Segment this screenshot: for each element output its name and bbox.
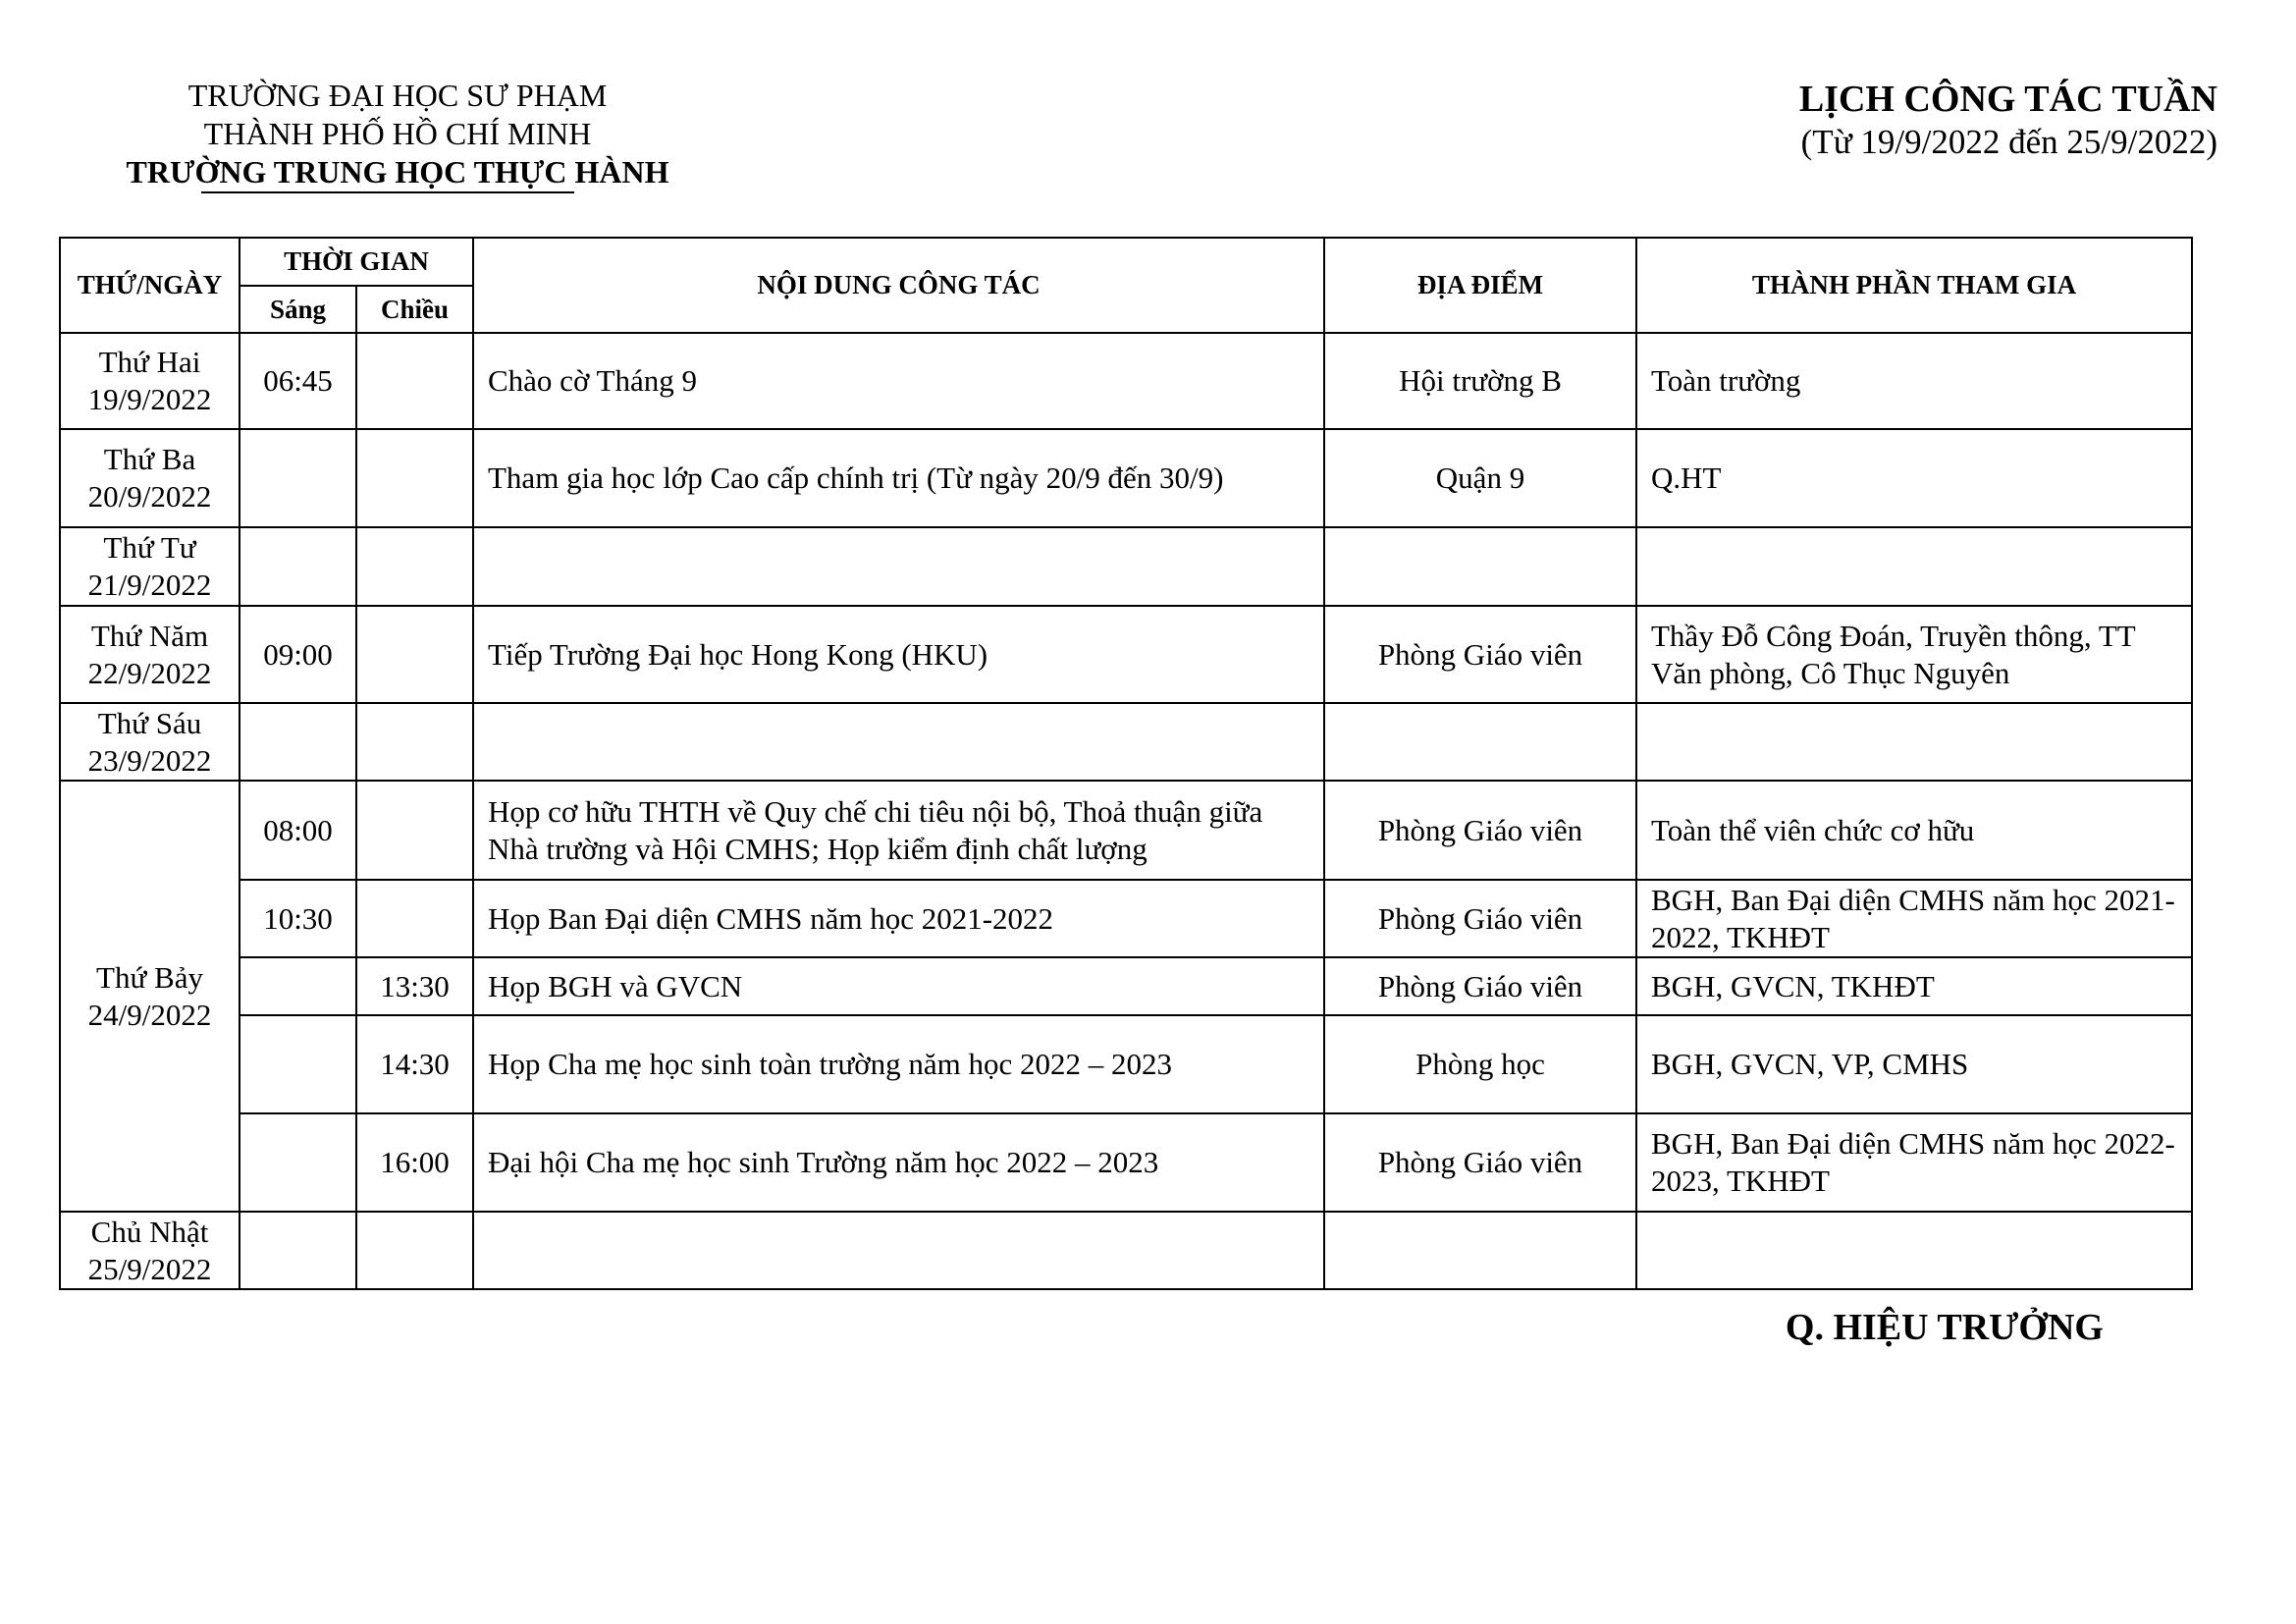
participants-cell: BGH, Ban Đại diện CMHS năm học 2021-2022, TKHĐT bbox=[1636, 880, 2192, 957]
content-cell: Tiếp Trường Đại học Hong Kong (HKU) bbox=[473, 606, 1324, 703]
header-afternoon: Chiều bbox=[356, 286, 473, 333]
location-cell bbox=[1324, 1212, 1636, 1289]
location-cell: Hội trường B bbox=[1324, 333, 1636, 429]
participants-cell: BGH, GVCN, TKHĐT bbox=[1636, 957, 2192, 1015]
day-name: Thứ Ba bbox=[103, 442, 196, 476]
content-cell: Họp Cha mẹ học sinh toàn trường năm học 2022 – 2023 bbox=[473, 1015, 1324, 1113]
day-cell bbox=[60, 527, 240, 606]
morning-time bbox=[240, 1015, 356, 1113]
day-cell bbox=[60, 781, 240, 1212]
location-cell bbox=[1324, 703, 1636, 781]
afternoon-time: 14:30 bbox=[356, 1015, 473, 1113]
morning-time bbox=[240, 527, 356, 606]
header-participants: THÀNH PHẦN THAM GIA bbox=[1636, 238, 2192, 333]
location-cell bbox=[1324, 527, 1636, 606]
header-underline bbox=[201, 191, 574, 193]
content-cell bbox=[473, 1212, 1324, 1289]
afternoon-time bbox=[356, 781, 473, 880]
morning-time bbox=[240, 1113, 356, 1212]
content-cell: Chào cờ Tháng 9 bbox=[473, 333, 1324, 429]
location-cell: Phòng Giáo viên bbox=[1324, 1113, 1636, 1212]
afternoon-time bbox=[356, 703, 473, 781]
table-row bbox=[60, 333, 2192, 429]
afternoon-time bbox=[356, 429, 473, 527]
document-title: LỊCH CÔNG TÁC TUẦN bbox=[1798, 79, 2217, 120]
day-name: Chủ Nhật bbox=[90, 1214, 209, 1249]
afternoon-time bbox=[356, 880, 473, 957]
organization-header bbox=[108, 77, 687, 191]
table-row bbox=[60, 880, 2192, 957]
morning-time: 10:30 bbox=[240, 880, 356, 957]
day-name: Thứ Năm bbox=[90, 618, 209, 653]
morning-time: 06:45 bbox=[240, 333, 356, 429]
day-cell bbox=[60, 429, 240, 527]
day-name: Thứ Bảy bbox=[96, 959, 203, 995]
header-morning: Sáng bbox=[240, 286, 356, 333]
table-row bbox=[60, 1113, 2192, 1212]
table-row bbox=[60, 703, 2192, 781]
morning-time: 08:00 bbox=[240, 781, 356, 880]
afternoon-time: 16:00 bbox=[356, 1113, 473, 1212]
location-cell: Phòng Giáo viên bbox=[1324, 606, 1636, 703]
day-name: Thứ Tư bbox=[103, 530, 196, 565]
morning-time bbox=[240, 429, 356, 527]
participants-cell bbox=[1636, 1212, 2192, 1289]
table-row bbox=[60, 1212, 2192, 1289]
afternoon-time bbox=[356, 333, 473, 429]
day-date: 23/9/2022 bbox=[87, 742, 212, 778]
header-time: THỜI GIAN bbox=[240, 238, 473, 286]
content-cell bbox=[473, 527, 1324, 606]
participants-cell: Toàn thể viên chức cơ hữu bbox=[1636, 781, 2192, 880]
location-cell: Phòng Giáo viên bbox=[1324, 880, 1636, 957]
participants-cell: BGH, GVCN, VP, CMHS bbox=[1636, 1015, 2192, 1113]
afternoon-time bbox=[356, 606, 473, 703]
content-cell: Đại hội Cha mẹ học sinh Trường năm học 2022 – 2023 bbox=[473, 1113, 1324, 1212]
day-date: 22/9/2022 bbox=[87, 655, 212, 690]
day-date: 24/9/2022 bbox=[87, 997, 212, 1032]
day-date: 25/9/2022 bbox=[87, 1251, 212, 1286]
afternoon-time bbox=[356, 1212, 473, 1289]
day-date: 20/9/2022 bbox=[87, 479, 212, 514]
content-cell: Họp BGH và GVCN bbox=[473, 957, 1324, 1015]
participants-cell: Thầy Đỗ Công Đoán, Truyền thông, TT Văn phòng, Cô Thục Nguyên bbox=[1636, 606, 2192, 703]
signature-title: Q. HIỆU TRƯỞNG bbox=[1785, 1307, 2104, 1348]
day-date: 21/9/2022 bbox=[87, 568, 212, 602]
table-row bbox=[60, 957, 2192, 1015]
table-row bbox=[60, 606, 2192, 703]
participants-cell bbox=[1636, 703, 2192, 781]
morning-time bbox=[240, 957, 356, 1015]
header-day: THỨ/NGÀY bbox=[60, 238, 240, 333]
morning-time bbox=[240, 703, 356, 781]
day-cell bbox=[60, 703, 240, 781]
date-range: (Từ 19/9/2022 đến 25/9/2022) bbox=[1800, 123, 2217, 161]
afternoon-time: 13:30 bbox=[356, 957, 473, 1015]
document-title-block bbox=[1629, 77, 2217, 163]
location-cell: Quận 9 bbox=[1324, 429, 1636, 527]
table-row bbox=[60, 781, 2192, 880]
school-name: TRƯỜNG TRUNG HỌC THỰC HÀNH bbox=[126, 154, 669, 189]
day-cell bbox=[60, 1212, 240, 1289]
day-name: Thứ Sáu bbox=[97, 705, 202, 740]
participants-cell bbox=[1636, 527, 2192, 606]
city-name: THÀNH PHỐ HỒ CHÍ MINH bbox=[203, 116, 592, 151]
university-name: TRƯỜNG ĐẠI HỌC SƯ PHẠM bbox=[187, 78, 608, 113]
header-location: ĐỊA ĐIỂM bbox=[1324, 238, 1636, 333]
content-cell bbox=[473, 703, 1324, 781]
table-row bbox=[60, 429, 2192, 527]
location-cell: Phòng Giáo viên bbox=[1324, 957, 1636, 1015]
day-cell bbox=[60, 606, 240, 703]
table-row bbox=[60, 1015, 2192, 1113]
day-name: Thứ Hai bbox=[98, 345, 201, 379]
participants-cell: Toàn trường bbox=[1636, 333, 2192, 429]
day-date: 19/9/2022 bbox=[87, 382, 212, 416]
location-cell: Phòng Giáo viên bbox=[1324, 781, 1636, 880]
content-cell: Tham gia học lớp Cao cấp chính trị (Từ ngày 20/9 đến 30/9) bbox=[473, 429, 1324, 527]
morning-time bbox=[240, 1212, 356, 1289]
table-row bbox=[60, 527, 2192, 606]
content-cell: Họp Ban Đại diện CMHS năm học 2021-2022 bbox=[473, 880, 1324, 957]
weekly-schedule-table bbox=[59, 237, 2193, 1290]
participants-cell: BGH, Ban Đại diện CMHS năm học 2022-2023, TKHĐT bbox=[1636, 1113, 2192, 1212]
day-cell bbox=[60, 333, 240, 429]
afternoon-time bbox=[356, 527, 473, 606]
header-content: NỘI DUNG CÔNG TÁC bbox=[473, 238, 1324, 333]
content-cell: Họp cơ hữu THTH về Quy chế chi tiêu nội bộ, Thoả thuận giữa Nhà trường và Hội CMHS; Họp kiểm định chất lượng bbox=[473, 781, 1324, 880]
participants-cell: Q.HT bbox=[1636, 429, 2192, 527]
morning-time: 09:00 bbox=[240, 606, 356, 703]
location-cell: Phòng học bbox=[1324, 1015, 1636, 1113]
